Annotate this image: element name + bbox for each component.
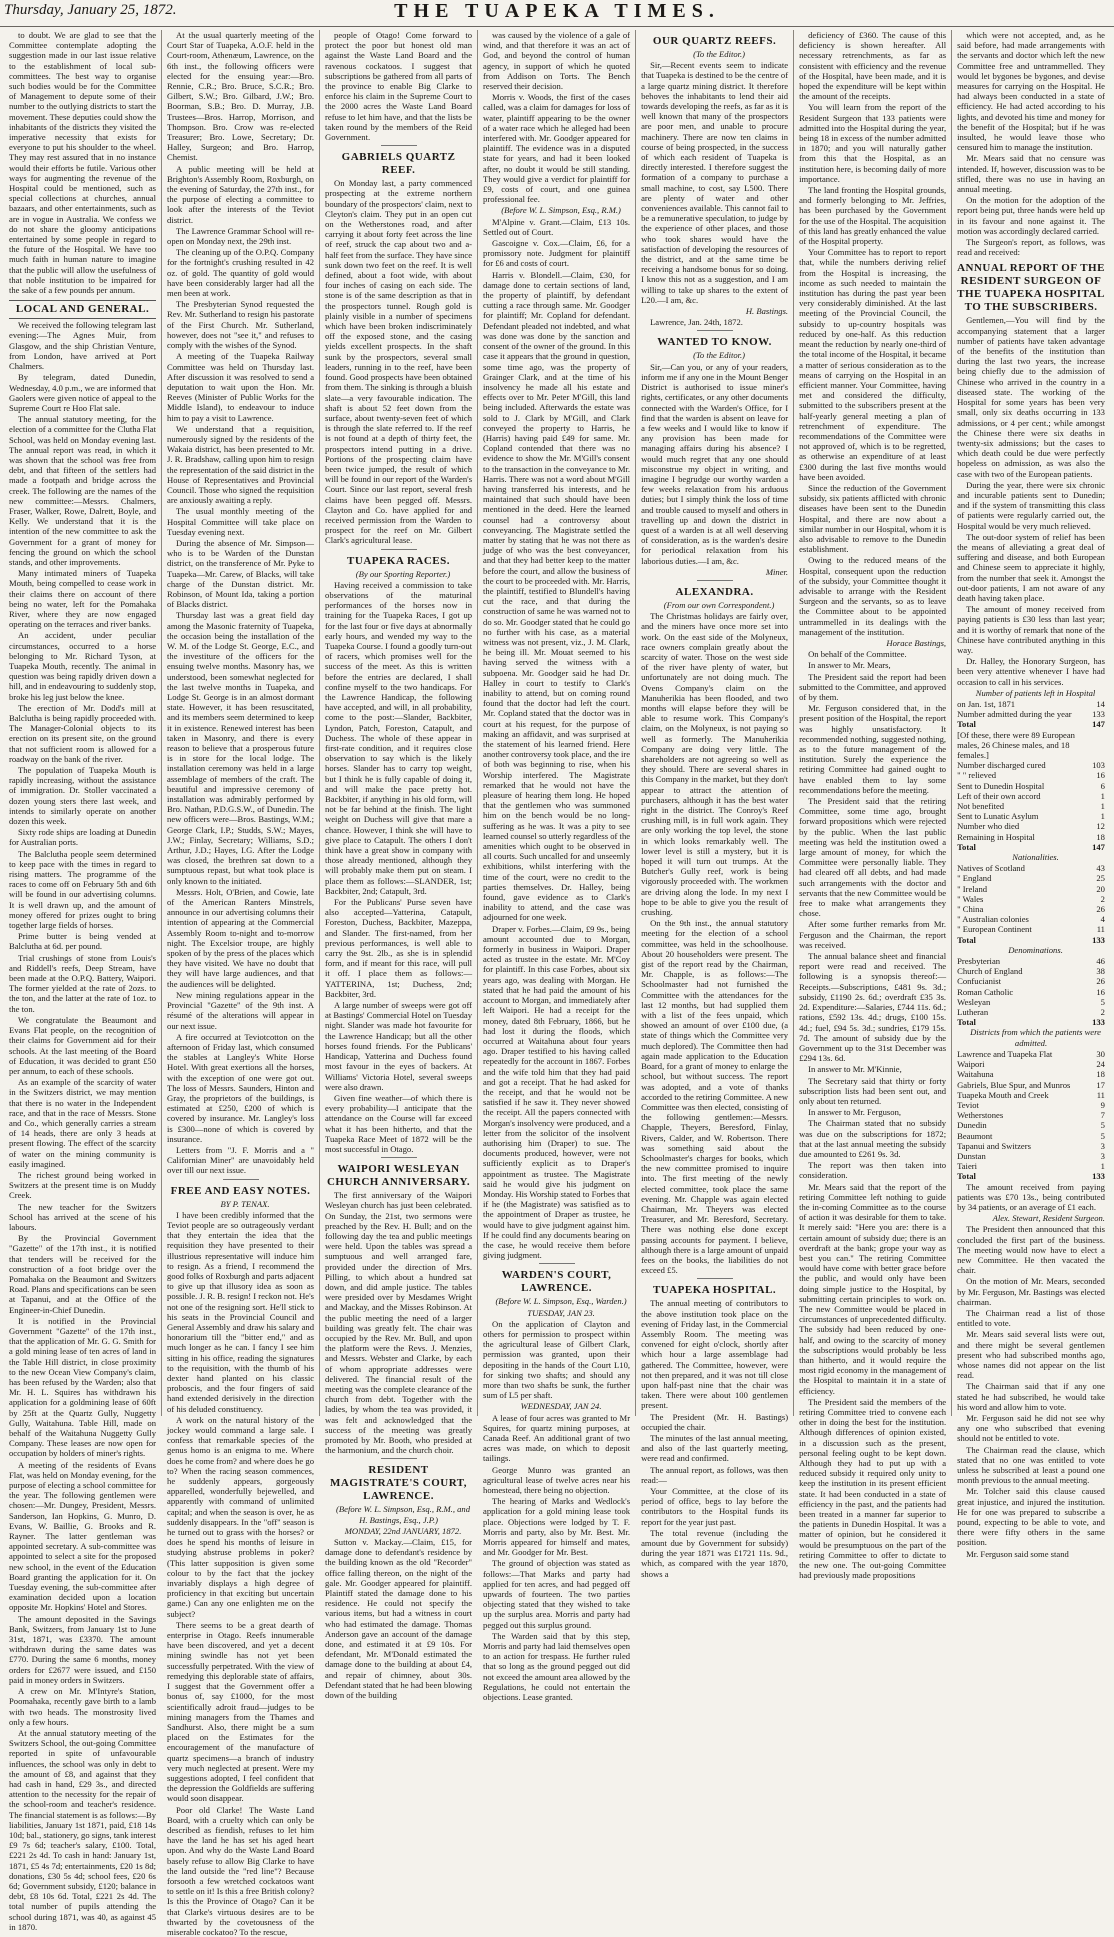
divider [697,580,733,581]
signature: H. Bastings. [745,306,789,317]
table-row [957,904,1105,914]
paragraph: I have been credibly informed that the Teviot people are so outrageously verdant that they entertain the idea that the requisition they have presented to their illustrious representative will induce him to resign. As a friend, I recommend the good folks of Roxburgh and parts adjacent to give up that illusory idea as soon as possible. J. R. B. resign! I reckon not. He's not one of the resigning sort. He'll stick to his seats in the Provincial Council and General Assembly and draw his salary and honorarium till the "bitter end," and as much longer as he can. I fancy I see him sitting in his office, reading the signatures to the requisition, with the thumb of his dexter hand planted on his classic proboscis, and the four fingers of said hand extended derisively in the direction of his deluded constituency. [167,1209,315,1414]
table-row [957,1131,1105,1141]
table-caption: Districts from which the patients were admitted. [970,1027,1101,1048]
row-label: Sent to Dunedin Hospital [957,780,1045,791]
paragraph: Thursday last was a great field day among the Masonic fraternity of Tuapeka, the occasion being the installation of the W. M. of the Lodge St. George, E.C., and the investiture of the officers for the ensuing twelve months. Masonry has, we understood, been somewhat neglected for the last twelve months in Tuapeka, and Lodge St. George is in an almost dormant state. However, it has been resuscitated, and its members seem determined to keep it in existence. Renewed interest has been taken in Masonry, and there is every reason to believe that a prosperous future is in store for the local lodge. The installation ceremony was held in a large assemblage of members of the craft. The beautiful and impressive ceremony of installation was admirably performed by Bro. Nathan, P.D.G.S.W., of Dunedin. The new officers were—Bros. Bastings, W.M.; George Clark, I.P.; Studds, S.W.; Mayes, J.W.; Finlay, Secretary; Williams, S.D.; Arthur, J.D.; Hayes, I.G. After the Lodge was closed, the brethren sat down to a sumptuous repast, but what took place is only known to the initiated. [167,610,315,886]
paragraph: Owing to the reduced means of the Hospital, consequent upon the reduction of the subsidy, your Committee thought it advisable to arrange with the Resident Surgeon and the servants, so as to leave the Committee about to be appointed untrammelled in its dealings with the management of the institution. [799,555,947,637]
article-heading: LOCAL AND GENERAL. [9,300,156,319]
row-value: 2 [1100,893,1105,904]
paragraph: which were not accepted, and, as he said before, had made arrangements with the servants and doctor which left the new Committee free and untrammelled. They would let bygones be bygones, and devise measures for carrying on the Hospital. He had always been conducted in a state of efficiency. He had acted according to his lights, and devoted his time and money for the benefit of the Hospital; but if he was insulted, he would leave those who censured him to manage the institution. [957,30,1105,153]
table-row [957,1069,1105,1079]
row-label: Tapanui and Switzers [957,1140,1031,1151]
paragraph: In answer to Mr. M'Kinnie, [808,1064,902,1075]
row-value: 133 [1092,934,1105,945]
table-row [957,760,1105,770]
paragraph: After some further remarks from Mr. Ferguson and the Chairman, the report was received. [799,919,947,950]
paragraph: The Chairman stated that no subsidy was due on the subscriptions for 1872; that at the last annual meeting the subsidy due amounted to £261 9s. 3d. [799,1118,947,1159]
paragraph: The Lawrence Grammar School will re-open on Monday next, the 29th inst. [167,225,315,247]
paragraph: A meeting of the residents of Evans Flat, was held on Monday evening, for the purpose of electing a school committee for the year. The following gentlemen were chosen:—Mr. Dungey, President, Messrs. Sanderson, Ian Hopkins, G. Munro, D. Evans, W. Baillie, G. Brooks and R. Rayner. The latter gentleman was appointed secretary. A sub-committee was appointed to select a site for the proposed new school, in the event of the Education Board granting the application for it. On Tuesday evening, the sub-committee after examination decided upon a location opposite Mr. Hopkins' Hotel and Stores. [9,1459,157,1613]
paragraph: The Chairman read the clause, which stated that no one was entitled to vote unless he subscribed at least a pound one month previous to the annual meeting. [957,1444,1105,1486]
row-value: 3 [1100,1150,1105,1161]
paragraph: The Presbyterian Synod requested the Rev. Mr. Sutherland to resign his pastorate of the First Church. Mr. Sutherland, however, does not "see it," and refuses to comply with the wishes of the Synod. [167,299,315,351]
row-value: 11 [1096,1089,1105,1100]
column-6 [794,30,952,1581]
article-subheading: WEDNESDAY, JAN 24. [520,1401,602,1412]
paragraph: We congratulate the Beaumont and Evans Flat people, on the recognition of their claims for Government aid for their schools. At the last meeting of the Board of Education, it was decided to grant £50 per annum, to each of these schools. [9,1014,157,1076]
paragraph: An accident, under peculiar circumstances, occurred to a horse belonging to Mr. Richard Tyson, at Tuapeka Mouth, recently. The animal in question was being rapidly driven down a hill, and in endeavouring to suddenly stop, broke his leg just below the knee. [9,630,157,702]
paragraph: Your Committee has to report to report that, while the numbers deriving relief from the Hospital is increasing, the income as such needed to maintain the institution has during the past year been very considerably diminished. At the last meeting of the Provincial Council, the subsidy to up-country hospitals was reduced by one-half. As this reduction meant the reduction by nearly one-third of the total income of the Hospital, it became a matter of serious consideration as to the means of carrying on the Hospital in an efficient manner. Your Committee, having met and considered the difficulty, submitted to the subscribers present at the half-yearly general meeting a plan of retrenchment of expenditure. The recommendations of the Committee were not approved of, which is to be regretted, as otherwise an expenditure of at least £300 during the last five months would have been avoided. [799,247,947,482]
paragraph: You will learn from the report of the Resident Surgeon that 133 patients were admitted into the Hospital during the year, being 18 in excess of the number admitted in 1870; and you will naturally gather from this that the Hospital, as an institution here, is becoming daily of more importance. [799,102,947,184]
paragraph: The hearing of Marks and Wedlock's application for a gold mining lease took place. Objections were lodged by T. F. Morris and party, also by Mr. Best. Mr. Morris appeared for himself and mates, and Mr. Goodger for Mr. Best. [483,1496,631,1558]
article-heading: FREE AND EASY NOTES. [170,1184,311,1197]
table-row [957,863,1105,873]
divider [381,145,417,146]
newspaper-title: THE TUAPEKA TIMES. [394,0,720,22]
column-3 [320,30,478,1701]
row-label: Beaumont [957,1130,993,1141]
row-label: Presbyterian [957,956,1001,967]
row-label: Lawrence and Tuapeka Flat [957,1048,1053,1059]
row-value: 43 [1096,863,1105,874]
paragraph: Given fine weather—of which there is every probability—I anticipate that the attendance on the Course will far exceed what it has been hitherto, and that the Tuapeka Race Meet of 1872 will be the most successful in Otago. [325,1092,473,1154]
row-label: Remaining in Hospital [957,831,1035,842]
paragraph: By telegram, dated Dunedin, Wednesday, 4.0 p.m., we are informed that Gaolers were given notice of appeal to the Supreme Court re Hoo Flat sale. [9,372,157,413]
paragraph: Draper v. Forbes.—Claim, £9 9s., being amount accounted due to Morgan, formerly in business in Waipori. Draper acted as trustee in the estate. Mr. M'Coy for plaintiff. In this case Forbes, about six years ago, was dealing with Morgan. He stated that he had paid the amount of his account to Morgan, and immediately after left Waipori. He had a receipt for the money, dated 8th February, 1866, but he had lost it during the floods, which occurred at Waitahuna about four years ago. Draper testified to his having called repeatedly for the account in 1867. Forbes and the wife told him that they had paid and got a receipt. That he had asked for the receipt, and that he would not be satisfied if he saw it. They never showed the receipt. All the papers connected with Morgan's insolvency were produced, and a letter from the solicitor of the insolvent authorising him (Draper) to sue. The documents produced, however, were not sufficiently explicit as to Draper's appointment as trustee. The Magistrate said he would give his judgment on Monday. His Worship stated to Forbes that if he (the Magistrate) was satisfied as to the appointment of Draper as trustee, he would have to give judgment against him. If he could find any documents bearing on the case, he would receive them before giving judgment. [483,923,631,1261]
paragraph: The Christmas holidays are fairly over, and the miners have once more set into work. On the east side of the Molyneux, race owners complain greatly about the scarcity of water. Those on the west side of the river have plenty of water, but unfortunately are not doing much. The Ovens Company's claim on the Manuherikia has been flooded, and two months will elapse before they will be able to resume work. This Company's claim, on the Molyneux, is not paying so well as formerly. The Manuherikia Company are doing very little. The shareholders are not agreeing so well as they should. There are several shares in this Company in the market, but they don't appear to attract the attention of purchasers, although it has the best water right in the district. The Conroy's Reef crushing mill, is in full work again. They are only working the top level, the stone in which looks remarkably well. The lower level is still a mystery, but it is hoped it will turn out trumps. At the Butcher's Gully reef, work is being vigorously proceeded with. The workmen are driving along the lode. In my next I hope to be able to give you the result of crushing. [641,611,789,918]
row-value: 46 [1096,956,1105,967]
paragraph: It is notified in the Provincial Government "Gazette" of the 17th inst., that the application of Mr. G. G. Smith for a gold mining lease of ten acres of land in the Table Hill district, in close proximity to the new Ocean View Company's claim, has been refused by the Warden; also that Mr. H. L. Squires has withdrawn his application for a goldmining lease of 60ft by 25ft at the Quartz Gully, Nuggetty Gully, Waitahuna. Table Hill, made on behalf of the Waitahuna Nuggetty Gully Company. These leases are now open for occupation by holders of miner's rights. [9,1315,157,1459]
row-value: 133 [1092,709,1105,720]
paragraph: During the year, there were six chronic and incurable patients sent to Dunedin; and if the system of transmitting this class of patients were regularly carried out, the Hospital would be very much relieved. [957,479,1105,531]
row-label: " European Continent [957,924,1032,935]
statistics-table [957,1049,1105,1182]
row-label: " Australian colonies [957,914,1029,925]
paragraph: Since the reduction of the Government subsidy, six patients afflicted with chronic diseases have been sent to the Dunedin Hospital, and there are now about a similar number in our Hospital, whom it is also advisable to remove to the Dunedin establishment. [799,482,947,555]
masthead [0,0,1114,27]
row-value: 5 [1100,996,1105,1007]
table-caption: Nationalities. [1012,852,1059,863]
row-label: Left of their own accord [957,790,1041,801]
row-label: Not benefited [957,801,1005,812]
table-row [957,1141,1105,1151]
statistics-table [957,699,1105,852]
paragraph: The land fronting the Hospital grounds, and formerly belonging to Mr. Jeffries, has been purchased by the Government for the use of the Hospital. The acquisition of this land has greatly enhanced the value of the Hospital property. [799,185,947,247]
paragraph: We understand that a requisition, numerously signed by the residents of the Wakaia district, has been presented to Mr. J. R. Bradshaw, calling upon him to resign the representation of the said district in the House of Representatives and Provincial Council. Those who signed the requisition are anxiously awaiting a reply. [167,423,315,506]
row-label: Lutheran [957,1007,989,1018]
paragraph: Prime butter is being vended at Balclutha at 6d. per pound. [9,931,157,952]
paragraph: Messrs. Holt, O'Brien, and Cowie, late of the American Ranters Minstrels, announce in our advertising columns their intention of appearing at the Commercial Assembly Room to-night and to-morrow night. The Excelsior troupe, are highly spoken of by the press of the places which they have visited. We have no doubt that they will have large audiences, and that the audiences will be delighted. [167,886,315,989]
paragraph: At the usual quarterly meeting of the Court Star of Tuapeka, A.O.F. held in the Court-room, Athenæum, Lawrence, on the 6th inst., the following officers were elected for the ensuing year:—Bro. Rennie, C.R.; Bro. Bruce, S.C.R.; Bro. Gilbert, S.W.; Bro. Gilbard, J.W.; Bro. Boorman, S.B.; Bro. D. Murray, J.B. Trustees—Bros. Harrop, Morrison, and Thompson. Bro. Crow was re-elected Treasurer; Bro. Lowe, Secretary; Dr. Halley, Surgeon; and Bro. Harrop, Chemist. [167,30,315,163]
article-heading: WANTED TO KNOW. [657,336,772,349]
paragraph: As an example of the scarcity of water in the Switzers district, we may mention that there is no water in the Independent race, and that in the race of Messrs. Stone and Co., which generally carries a stream of 14 heads, there are only 3 heads at present flowing. The effect of the scarcity of water on the mining community is easily imagined. [9,1077,157,1169]
row-value: 26 [1096,904,1105,915]
paragraph: A work on the natural history of the jockey would command a large sale. I confess that remarkable species of the genus homo is an enigma to me. Where does he come from? and where does he go to? When the racing season commences, he suddenly appears, gorgeously apparelled, wonderfully bejewelled, and apparently with command of unlimited capital; and when the season is over, he as suddenly disappears. In the "off" season is he turned out to grass with the horses? or does he spend his months of leisure in studying abstruse problems in poker? (This latter supposition is given some colour to by the fact that the jockey invariably displays a high degree of proficiency in that exciting but uncertain game.) Can any one enlighten me on the subject? [167,1414,315,1619]
article-subheading: (Before W. L. Simpson, Esq., R.M.) [501,205,621,216]
paragraph: On behalf of the Committee. [808,649,907,660]
table-row [957,821,1105,831]
paragraph: Harris v. Blondell.—Claim, £30, for damage done to certain sections of land, the property of plaintiff, by defendant cutting a race through same. Mr. Goodger for plaintiff; Mr. Copland for defendant. Defendant pleaded not indebted, and what was done was done by the sanction and consent of the owner of the ground. In this case it appears that the ground in question, some time ago, was the property of Grainger Clark, and at the time of his insolvency he made all his estate and effects over to Mr. Peter M'Gill, this land being included. Afterwards the estate was sold to J. Clark by M'Gill, and Clark conveyed the property to Harris, he (Harris) having paid £49 for same. Mr. Copland contended that there was no evidence to show the Mr. M'Gill's consent to the transaction in the conveyance to Mr. Harris. There was not a word about M'Gill having transferred his interests, and he maintained that such should have been mentioned in the deed. Here the learned counsel had a controversy about conveyancing. The Magistrate settled the matter by stating that he was not there as judge of who was the best conveyancer, and that they had better keep to the matter before the court, and allow the business of the court to be proceeded with. Mr. Harris, the plaintiff, testified to Blundell's having cut the race, and that during the construction of same he was warned not to do so. Mr. Goodger stated that he could go no further with his case, as a material witness was not present, viz., J. M. Clark, he being ill. Mr. Mouat seemed to his having served the witness with a subpoena. Mr. Goodger said he had Dr. Halley in court to testify to Clark's inability to attend, but on coming round found that the doctor had left the court. Mr. Copland stated that the doctor was in court at his request, for the purpose of making an affidavit, and was surprised at the statement of his learned friend. Here another controversy took place, and the ire of both was beginning to rise, when his Worship interfered. The Magistrate remarked that he would not have the pleasure of hearing them long. He hoped that the gentlemen who was summoned him on the bench would be no long-suffering as he was. It was a pity to see learned counsel so utterly regardless of the amenities which ought to be observed in all courts. Such uncalled for and unseemly exhibitions, whilst interfering with the time of the court, were no credit to the parties themselves. Dr. Halley, being found, gave evidence as to Clark's inability to attend, and the case was adjourned for one week. [483,269,631,923]
paragraph: In answer to Mr. Ferguson, [808,1107,902,1118]
row-value: 1 [1100,790,1105,801]
row-label: Total [957,719,976,730]
row-label: Confucianist [957,976,1002,987]
article-subheading: (Before W. L. Simpson, Esq., Warden.) [495,1296,627,1307]
paragraph: Your Committee, at the close of its period of office, begs to lay before the contributors to the Hospital funds its report for the year just past. [641,1486,789,1527]
row-label: Waitahuna [957,1069,994,1080]
paragraph: On the 9th inst., the annual statutory meeting for the election of a school committee, was held in the schoolhouse. About 20 householders were present. The gist of the report read by the Chairman, Mr. Chapple, is as follows:—The Schoolmaster had not furnished the Committee with the attendances for the last 12 months, but had supplied them with a list of the fees unpaid, which showed an amount of over £100 due, (a state of things which the Committee very much deplored). The Committee then had again made application to the Education Board, for a grant of money to enlarge the school, but without success. The report was adopted, and a vote of thanks accorded to the retiring Committee. A new Committee was then elected, consisting of the following gentlemen:—Messrs. Chapple, Theyers, Beresford, Finlay, Rivers, Calder, and W. Robertson. There was something said about the Schoolmaster's charges for books, which the new committee promised to inquire into. The first meeting of the newly elected committee, took place the same evening. Mr. Chapple was again elected Chairman, Mr. Theyers was elected Treasurer, and Mr. Beresford, Secretary. There was nothing else done except passing accounts for payment. I believe, although there is a large amount of unpaid fees on the books, the liabilities do not exceed £5. [641,918,789,1276]
paragraph: deficiency of £360. The cause of this deficiency is shown hereafter. All necessary retrenchments, as far as consistent with efficiency and the revenue of the Hospital, have been made, and it is hoped the expenditure will be kept within the amount of the receipts. [799,30,947,102]
paragraph: During the absence of Mr. Simpson—who is to be Warden of the Dunstan district, on the transference of Mr. Pyke to Tuapeka—Mr. Carew, of Blacks, will take charge of the Dunstan district. Mr. Robinson, of Mount Ida, taking a portion of Blacks district. [167,537,315,610]
row-value: 12 [1096,821,1105,832]
divider [381,549,417,550]
row-value: 16 [1096,770,1105,781]
paragraph: Sixty rode ships are loading at Dunedin for Australian ports. [9,827,157,848]
paragraph: The Secretary said that thirty or forty subscription lists had been sent out, and only about ten returned. [799,1075,947,1106]
table-row [957,1151,1105,1161]
paragraph: Letters from "J. F. Morris and a " Californian Miner" are unavoidably held over till our next issue. [167,1144,315,1176]
row-label: " China [957,904,984,915]
paragraph: Dr. Halley, the Honorary Surgeon, has been very attentive whenever I have had occasion to call in his services. [957,656,1105,687]
paragraph: The amount of money received from paying patients is £30 less than last year; and it is worthy of remark that none of the Chinese have contributed anything in this way. [957,604,1105,655]
row-value: 103 [1092,760,1105,771]
row-label: Total [957,1017,976,1028]
paragraph: There seems to be a great dearth of enterprise in Otago. Reefs innumerable have been discovered, and yet a decent mining swindle has not yet been successfully perpetrated. With the view of remedying this deplorable state of affairs, I suggest that the Government offer a bonus of, say £1000, for the most scientifically adroit fraud—judges to be mining managers from the Thames and Sandhurst. Also, there might be a sum placed on the Estimates for the encouragement of the manufacture of quartz specimens—a branch of industry very much neglected at present. Were my suggestions adopted, I feel confident that the depression the Goldfields are suffering would soon disappear. [167,1619,315,1804]
row-label: Total [957,934,976,945]
paragraph: people of Otago! Come forward to protect the poor but honest old man against the Waste Land Board and the ravenous cockatoos. I suggest that subscriptions be gathered from all parts of the province to enable Big Clarke to enforce his claim in the Supreme Court to the 2000 acres the Waste Land Board refuse to let him have, and that the lists be taken round by the members of the Reid Government. [325,30,473,143]
table-row [957,956,1105,966]
row-label: Tuapeka Mouth and Creek [957,1089,1049,1100]
table-row [957,832,1105,842]
table-row [957,997,1105,1007]
article-subheading: (By our Sporting Reporter.) [355,568,451,579]
paragraph: The annual statutory meeting, for the election of a committee for the Clutha Flat School, was held on Monday evening last. The annual report was read, in which it was shown that the school was free from debt, and that fifteen of the settlers had made a footpath and bridge across the creek. The following are the names of the new committee:—Messrs. Chalmers, Fraser, Walker, Rowe, Dalrett, Boyle, and Kelly. We understand that it is the intention of the new committee to ask the Government for a grant of money for fencing the ground on which the school stands, and other improvements. [9,414,157,567]
row-value: 5 [1100,1120,1105,1131]
table-row [957,1120,1105,1130]
paragraph: A lease of four acres was granted to Mr Squires, for quartz mining purposes, at Canada Reef. An additional grant of two acres was made, on which to deposit tailings. [483,1412,631,1464]
table-row [957,1090,1105,1100]
paragraph: On the motion of Mr. Mears, seconded by Mr. Ferguson, Mr. Bastings was elected chairman. [957,1276,1105,1307]
table-row [957,699,1105,709]
row-label: Number who died [957,821,1020,832]
paragraph: The President (Mr. H. Bastings) occupied the chair. [641,1411,789,1432]
paragraph: The total revenue (including the amount due by Government for subsidy) during the year 1871 was £1721 11s. 9d., which, as compared with the year 1870, shows a [641,1527,789,1579]
row-label: " Ireland [957,883,988,894]
paragraph: The President said the report had been submitted to the Committee, and approved of by them. [799,671,947,702]
article-heading: ALEXANDRA. [675,585,754,598]
divider [223,1179,259,1180]
row-label: [Of these, there were 89 European males, 26 Chinese males, and 18 females.] [957,729,1075,760]
table-row [957,924,1105,934]
row-label: Taieri [957,1161,978,1172]
paragraph: A meeting of the Tuapeka Railway Committee was held on Thursday last. After discussion it was resolved to send a deputation to wait upon the Hon. Mr. Reeves (Minister of Public Works for the Middle Island), to endeavour to induce him to pay a visit to Lawrence. [167,351,315,423]
paragraph: The annual report, as follows, was then read:— [641,1464,789,1485]
paragraph: The ground of objection was stated as follows:—That Marks and party had applied for ten acres, and had pegged off upwards of fourteen. The two parties objecting stated that they wished to take up the surplus area. Morris and party had pegged out this surplus ground. [483,1558,631,1630]
article-heading: OUR QUARTZ REEFS. [652,35,777,47]
paragraph: The President said that the retiring Committee, some time ago, brought forward propositions which were rejected by the public. When the last public meeting was held the institution owed a large amount of money, for which the Committee were personally liable. They had cleared off all debts, and had made such arrangements with the doctor and servants that the new Committee would be free to make what arrangements they chose. [799,796,947,919]
row-label: on Jan. 1st, 1871 [957,698,1016,709]
row-value: 26 [1096,976,1105,987]
divider [381,1458,417,1459]
paragraph: Mr. Mears said that the report of the retiring Committee left nothing to guide the in-coming Committee as to the course of action it was desirable for them to take. It merely said: "Here you are: there is a certain amount of subsidy due; there is an overdraft at the bank; grope your way as best you can." The retiring Committee would have come with better grace before the public, and would only have been doing simple justice to the Hospital, by submitting certain principles to work on. The new Committee would be placed in circumstances of unprecedented difficulty. The subsidy had been reduced by one-half, and owing to the scarcity of money the subscriptions would probably be less than hitherto, and it would require the most rigid economy in the management of the Hospital to maintain it in a state of efficiency. [799,1181,947,1396]
divider [697,1278,733,1279]
paragraph: Sutton v. Mackay.—Claim, £15, for damage done to defendant's residence by the building known as the old "Recorder" office falling thereon, on the night of the gale. Mr. Goodger appeared for plaintiff. Plaintiff stated the damage done to his residence. He could not specify the various items, but had a witness in court who had estimated the damage. Thomas Anderson gave an account of the damage done, and estimated it at £9 10s. For defendant, Mr. M'Donald estimated the damage done to the building at about £4, and repair of chimney, about 30s. Defendant stated that he had been blowing down of the building [325,1537,473,1701]
paragraph: The Surgeon's report, as follows, was read and received: [957,237,1105,258]
row-label: Wetherstones [957,1110,1004,1121]
row-label: " Wales [957,893,984,904]
paragraph: On the motion for the adoption of the report being put, three hands were held up in its favour and none against it. The motion was accordingly declared carried. [957,195,1105,236]
paragraph: The new teacher for the Switzers School has arrived at the scene of his labours. [9,1201,157,1232]
row-value: 24 [1096,1059,1105,1070]
paragraph: Trial crushings of stone from Louis's and Riddell's reefs, Deep Stream, have been made at the O.P.Q. Battery, Waipori. The former yielded at the rate of 2ozs. to the ton, and the latter at the rate of 1oz. to the ton. [9,952,157,1014]
table-row [957,884,1105,894]
statistics-table [957,956,1105,1027]
row-value: 5 [1100,1130,1105,1141]
paragraph: Gascoigne v. Cox.—Claim, £6, for a promissory note. Judgment for plaintiff for £6 and costs of court. [483,238,631,269]
paragraph: At the annual statutory meeting of the Switzers School, the out-going Committee reported in spite of unfavourable influences, the school was only in debt to the amount of £8, and against that they had cash in hand, £29 3s., and directed attention to the necessity for the repair of the school-room and teacher's residence. The financial statement is as follows:—By liabilities, January 1st 1871, paid, £18 14s 10d; bal., stationery, go signs, tank interest £9 7s 6d; teacher's salary, £100. Total, £221 2s 4d. To cash in hand: January 1st, 1871, £5 4s 7d; entertainments, £20 1s 8d; donations, £30 5s 4d; school fees, £20 6s 6d; Government subsidy, £120; balance in debt, £8 10s 6d. Total, £221 2s 4d. The total number of pupils attending the school during 1871, was 40, as against 45 in 1870. [9,1727,157,1932]
row-value: 18 [1096,831,1105,842]
row-value: 133 [1092,1017,1105,1028]
table-row [957,1059,1105,1069]
divider [381,1157,417,1158]
table-row [957,781,1105,791]
article-heading: TUAPEKA RACES. [347,554,451,567]
table-row [957,1110,1105,1120]
signature: Alex. Stewart, Resident Surgeon. [992,1213,1105,1224]
paragraph: The President then announced that this concluded the first part of the business. The meeting would now have to elect a new Committee. He then vacated the chair. [957,1224,1105,1276]
paragraph: The erection of Mr. Dodd's mill at Balclutha is being rapidly proceeded with. The Manager-Colonial objects to its erection on its present site, on the ground that not sufficient room is allowed for a roadway on the bank of the river. [9,702,157,764]
paragraph: New mining regulations appear in the Provincial "Gazette" of the 9th inst. A résumé of the alterations will appear in our next issue. [167,989,315,1031]
paragraph: Mr. Ferguson said some stand [966,1548,1069,1559]
table-row [957,1171,1105,1181]
paragraph: Morris v. Woods, the first of the cases called, was a claim for damages for loss of water, plaintiff appearing to be the owner of a water race which he alleged had been interfered with. Mr. Goodger appeared for plaintiff. The evidence was in a disputed state for years, and had it been looked after, no doubt it would be still standing. They would give a verdict for plaintiff for £9, costs of court, and one guinea professional fee. [483,92,631,205]
paragraph: The Chairman read a list of those entitled to vote. [957,1307,1105,1329]
table-caption: Number of patients left in Hospital [975,687,1096,698]
paragraph: The President said the members of the retiring Committee tried to convene each other in doing the best for the institution. Although differences of opinion existed, in a discussion such as the present, personal feeling ought to be kept down. Although they had to put up with a reduced subsidy it required only unity to keep the institution in its present efficient state. It had been conducted in a state of efficiency in the past, and the patients had been treated in a manner far superior to the patients in Dunedin Hospital. It was a matter of opinion, but he considered it would be presumptuous on the part of the retiring Committee to offer to dictate to the new one. The out-going Committee had previously made propositions [799,1396,947,1581]
paragraph: A fire occurred at Teviotcotton on the afternoon of Friday last, which consumed the stables at Langley's White Horse Hotel. With great exertions all the horses, with the exception of one were got out. The loss of Messrs. Saunders, Hinton and Gray, the proprietors of the buildings, is estimated at £250, £200 of which is covered by insurance. Mr. Langley's loss is £300—none of which is covered by insurance. [167,1031,315,1144]
paragraph: The report was then taken into consideration. [799,1160,947,1181]
row-value: 11 [1096,924,1105,935]
table-caption: Denominations. [1008,944,1063,955]
row-value: 147 [1092,841,1105,852]
row-value: 14 [1096,698,1105,709]
table-row [957,791,1105,801]
paragraph: Mr. Mears said that no censure was intended. If, however, discussion was to be stifled, there was no use in having an annual meeting. [957,153,1105,195]
paragraph: The usual monthly meeting of the Hospital Committee will take place on Tuesday evening next. [167,506,315,537]
row-value: 4 [1100,914,1105,925]
article-subheading: MONDAY, 22nd JANUARY, 1872. [344,1525,462,1536]
paragraph: By the Provincial Government "Gazette" of the 17th inst., it is notified that tenders will be received for the construction of a foot bridge over the Pomahaka on the Beaumont and Switzers Road. Plans and specifications can be seen at Tapanui, and at the Office of the Engineer-in-Chief Dunedin. [9,1233,157,1315]
row-label: Gabriels, Blue Spur, and Munros [957,1079,1071,1090]
row-label: Church of England [957,966,1023,977]
table-row [957,987,1105,997]
row-value: 16 [1096,986,1105,997]
row-value: 18 [1096,1069,1105,1080]
table-row [957,842,1105,852]
row-label: Total [957,1171,976,1182]
article-subheading: (Before W. L. Simpson, Esq., R.M., and H. Bastings, Esq., J.P.) [336,1504,471,1525]
row-label: Wesleyan [957,996,991,1007]
row-value [1081,730,1105,761]
paragraph: A large number of sweeps were got off at Bastings' Commercial Hotel on Tuesday night. Slander was made hot favourite for the Lawrence Handicap; but all the other horses found friends. For the Publicans' Handicap, Yatterina and Duchess found most favour in the eyes of backers. At Williams' Victoria Hotel, several sweeps were also drawn. [325,1000,473,1092]
paragraph: In answer to Mr. Mears, [808,660,891,671]
paragraph: Sir,—Can you, or any of your readers, inform me if any one in the Mount Benger District is authorised to issue miner's rights, certificates, or any other documents connected with the Warden's Office, for I find that the warden is absent on leave for a few weeks and I would like to know if any provision has been made for managing affairs during his absence? I would much regret that any one should misconstrue my object in writing, and imagine I begrudge our worthy warden a few weeks relaxation from his arduous duties; but I simply think the loss of time and trouble caused to myself and others in travelling up and down the district in quest of a warden is at all well deserving of consideration, as is the warden's desire for periodical relaxation from his laborious duties.—I am, &c. [641,361,789,566]
paragraph: Mr. Mears said several lists were out, and there might be several gentlemen present who had subscribed months ago, whose names did not appear on the list read. [957,1329,1105,1381]
row-label: Roman Catholic [957,986,1014,997]
row-value: 25 [1096,873,1105,884]
row-value: 6 [1100,780,1105,791]
table-row [957,811,1105,821]
article-subheading: (To the Editor.) [693,350,746,361]
table-row [957,770,1105,780]
column-2 [162,30,320,1937]
paragraph: to doubt. We are glad to see that the Committee contemplate adopting the suggestion made in our last issue relative to the establishment of local sub-committees. The best way to organise such bodies would be for the Committee of Management to depute some of their number to the outlying districts to start the movement. These deputies could show the inhabitants of the districts they visited the imperative necessity that exists for everyone to put his shoulder to the wheel. They may rest assured that in no instance would their efforts be futile. Various other ways for augmenting the revenue of the Hospital could be mentioned, such as special collections at churches, annual bazaars, and other entertainments, such as are in vogue in Australia. We confess we do not share the gloomy anticipations entertained by some people in regard to the future of the Hospital. We have too much faith in human nature to imagine that the public will allow the usefulness of that noble institution to be impaired for the sake of a few pounds per annum. [9,30,157,296]
column-7 [952,30,1110,1559]
paragraph: Mr. Tolcher said this clause caused great injustice, and injured the institution. He for one was prepared to subscribe a pound, expecting to be able to vote, and there were fifty others in the same position. [957,1486,1105,1548]
table-row [957,1049,1105,1059]
column-5 [636,30,794,1579]
paragraph: The Balclutha people seem determined to keep pace with the times in regard to rising matters. The programme of the races to come off on February 5th and 6th will be found in our advertising columns. It is well drawn up, and the amount of money offered for prizes ought to bring together large fields of horses. [9,848,157,931]
paragraph: A crew on Mr. M'Intyre's Station, Poomahaka, recently gave birth to a lamb with two heads. The monstrosity lived only a few hours. [9,1686,157,1727]
paragraph: For the Publicans' Purse seven have also accepted—Yatterina, Catapult, Foreston, Duchess, Backbiter, Mazeppa, and Slander. The first-named, from her previous performances, is well able to carry the 9st. 2lb., as she is in splendid form, and if meant for this race, will pull it off. I place them as follows:—YATTERINA, 1st; Duchess, 2nd; Backbiter, 3rd. [325,897,473,999]
statistics-table [957,863,1105,945]
row-label: Dunstan [957,1150,986,1161]
row-value: 7 [1100,1110,1105,1121]
paragraph: A public meeting will be held at Brighton's Assembly Room, Roxburgh, on the evening of Saturday, the 27th inst., for the purpose of electing a committee to look after the interests of the Teviot district. [167,163,315,225]
paragraph: Gentlemen,—You will find by the accompanying statement that a larger number of patients have taken advantage of the benefits of the institution than during the last two years, the increase being chiefly due to the admission of Chinese who arrived in the country in a diseased state. The working of the Hospital for some years has been very small, only six deaths occurring in 133 admissions, or 4 per cent.; while amongst the Chinese there were six deaths in twenty-six admissions; but the cases to which death could be due were perfectly hopeless on admission, as was also the case with two of the European patients. [957,315,1105,479]
row-label: Waipori [957,1059,985,1070]
article-subheading: BY P. TENAX. [220,1198,270,1209]
table-row [957,1100,1105,1110]
paragraph: The first anniversary of the Waipori Wesleyan church has just been celebrated. On Sunday, the 21st, two sermons were preached by the Rev. H. Bull; and on the following day the tea and public meetings were held. Upon the tables was spread a sumptuous and well arranged fare, provided under the direction of Mrs. Pilling, to which about a hundred sat down, and did ample justice. The tables were presided over by Mesdames Wright and Mackay, and the Misses Robinson. At the public meeting the need of a larger building was greatly felt. The chair was occupied by the Rev. Mr. Bull, and upon the platform were the Revs. J. Menzies, and Messrs. Webster and Clarke, by each of whom appropriate addresses were delivered. The financial result of the meeting was the complete clearance of the church from debt. Together with the ladies, by whom the tea was provided, it was felt and acknowledged that the success of the meeting was greatly promoted by Mr. Booth, who presided at the harmonium, and the church choir. [325,1190,473,1456]
table-row [957,873,1105,883]
row-label: Number admitted during the year [957,709,1072,720]
paragraph: We received the following telegram last evening:—The Agnes Muir, from Glasgow, and the ship Christian Venture, from London, have arrived at Port Chalmers. [9,320,157,372]
article-subheading: (From our own Correspondent.) [663,599,775,610]
article-heading: RESIDENT MAGISTRATE'S COURT, LAWRENCE. [330,1464,468,1503]
paragraph: The annual meeting of contributors to the above institution took place on the evening of Friday last, in the Commercial Assembly Room. The meeting was convened for eight o'clock, shortly after which hour a large assemblage had gathered. The Committee, however, were not then prepared, and it was not till close upon half-past nine that the chair was taken. There were about 100 gentlemen present. [641,1298,789,1411]
row-value: 147 [1092,719,1105,730]
row-label: Teviot [957,1099,979,1110]
row-label: " England [957,873,992,884]
table-row [957,914,1105,924]
paragraph: The minutes of the last annual meeting, and also of the last quarterly meeting, were read and confirmed. [641,1433,789,1464]
table-row [957,730,1105,761]
paragraph: was caused by the violence of a gale of wind, and that therefore it was an act of God, and beyond the control of human agency, in support of which he quoted from Addison on Torts. The Bench reserved their decision. [483,30,631,92]
row-value: 17 [1096,1079,1105,1090]
paragraph: The amount received from paying patients was £70 13s., being contributed by 34 patients, or an average of £1 each. [957,1181,1105,1212]
paragraph: M'Alpine v. Grant.—Claim, £13 10s. Settled out of Court. [483,216,631,237]
paragraph: The population of Tuapeka Mouth is rapidly increasing, without the assistance of immigration. Dr. Stoller vaccinated a dozen young sters there last week, and intends to similarly operate on another dozen this week. [9,765,157,827]
paragraph: Lawrence, Jan. 24th, 1872. [650,317,743,328]
paragraph: Many intimated miners of Tuapeka Mouth, being compelled to cease work in their claims there on account of there being no water, left for the Pomahaka River, where they are now engaged operating on the terraces and river banks. [9,568,157,630]
row-value: 38 [1096,966,1105,977]
table-row [957,976,1105,986]
divider [697,330,733,331]
paragraph: The Warden said that by this step, Morris and party had laid themselves open to an action for trespass. He further ruled that so long as the ground pegged out did not exceed the amount area allowed by the Regulations, he could not entertain the objections. Lease granted. [483,1630,631,1703]
table-row [957,1017,1105,1027]
paragraph: Mr. Ferguson considered that, in the present position of the Hospital, the report was highly unsatisfactory. It recommended nothing, suggested nothing, as to the future management of the institution. Surely the experience the retiring Committee had gained ought to have enabled them to lay some recommendations before the meeting. [799,703,947,795]
table-row [957,966,1105,976]
row-value: 1 [1100,811,1105,822]
row-value: 9 [1100,1099,1105,1110]
article-subheading: (To the Editor.) [693,49,746,59]
article-heading: ANNUAL REPORT OF THE RESIDENT SURGEON OF THE TUAPEKA HOSPITAL TO THE SUBSCRIBERS. [957,262,1105,314]
row-value: 2 [1100,1007,1105,1018]
row-label: Number discharged cured [957,760,1046,771]
paragraph: On the application of Clayton and others for permission to prospect within the agricultural lease of Gilbert Clark, permission was granted, upon their depositing in the hands of the Court L10, for sinking two shafts; and should any more than two shafts be sunk, the further sum of L5 per shaft. [483,1318,631,1401]
paragraph: The annual balance sheet and financial report were read and received. The following is a synopsis thereof:—Receipts.—Subscriptions, £481 9s. 3d.; subsidy, £1190 2s. 6d.; overdraft £35 3s. 2d. Expenditure:—Salaries, £744 11s. 6d.; rations, £592 13s. 4d.; drugs, £100 15s. 4d.; fuel, £94 5s. 3d.; sundries, £179 15s. 7d. The amount of subsidy due by the Government up to the 31st December was £294 13s. 6d. [799,951,947,1064]
paragraph: The richest ground being worked in Switzers at the present time is on Muddy Creek. [9,1169,157,1201]
column-4 [478,30,636,1703]
table-row [957,1007,1105,1017]
paragraph: The cleaning up of the O.P.Q. Company for the fortnight's crushing resulted in 42 oz. of gold. The quantity of gold would have been considerably larger had all the men been at work. [167,247,315,299]
paragraph: Sir,—Recent events seem to indicate that Tuapeka is destined to be the centre of a large quartz mining district. It therefore behoves the inhabitants to lend their aid towards developing the reefs, as far as it is well known that many of the prospectors are poor men, and unable to procure machinery. There are now ten claims in course of being prospected, in the success of which each resident of Tuapeka is directly interested. I therefore suggest the formation of a company to purchase a small machine, to cost, say L500. There are plenty of water and other conveniences available. This cannot fail to be a remunerative speculation, to judge by the experience of other places, and those who took shares would have the satisfaction of developing the resources of the district, and at the same time be receiving a handsome bonus for so doing. I know this not as a suggestion, and I am willing to take up shares to the extent of L20.—I am, &c. [641,60,789,305]
article-heading: GABRIELS QUARTZ REEF. [341,151,456,177]
paragraph: Mr. Ferguson said he did not see why any one who subscribed that evening should not be entitled to vote. [957,1413,1105,1444]
paragraph: The out-door system of relief has been the means of alleviating a great deal of suffering and disease, and both European and Chinese seem to appreciate it highly, from the number that seek it. Amongst the out-door patients, I am not aware of any death having taken place. [957,531,1105,603]
row-value: 133 [1092,1171,1105,1182]
row-label: Natives of Scotland [957,863,1025,874]
column-1 [4,30,162,1932]
row-value: 1 [1100,801,1105,812]
article-heading: TUAPEKA HOSPITAL. [652,1284,777,1297]
row-label: Sent to Lunatic Asylum [957,811,1039,822]
table-row [957,1080,1105,1090]
table-row [957,801,1105,811]
article-heading: WARDEN'S COURT, LAWRENCE. [501,1269,612,1295]
row-value: 3 [1100,1140,1105,1151]
row-value: 20 [1096,883,1105,894]
paragraph: Poor old Clarke! The Waste Land Board, with a cruelty which can only be described as fiendish, refuses to let him have the land he has set his aged heart upon. And why do the Waste Land Board basely refuse to allow Big Clarke to have the land outside the "red line"? Because forsooth a few wretched cockatoos want to settle on it! Is this a free British colony? Is this the Province of Otago? Can it be that Clarke's virtuous desires are to be thwarted by the covetousness of the miserable cockatoo? To the rescue, [167,1804,315,1937]
paragraph: George Munro was granted an agricultural lease of twelve acres near his homestead, there being no objection. [483,1464,631,1496]
row-label: " " relieved [957,770,997,781]
table-row [957,719,1105,729]
issue-date: Thursday, January 25, 1872. [4,2,177,18]
divider [539,1263,575,1264]
row-label: Total [957,841,976,852]
table-row [957,894,1105,904]
paragraph: The Chairman said that if any one stated he had subscribed, he would take his word and allow him to vote. [957,1381,1105,1412]
table-row [957,709,1105,719]
article-heading: WAIPORI WESLEYAN CHURCH ANNIVERSARY. [326,1163,471,1189]
row-value: 1 [1100,1161,1105,1172]
article-subheading: TUESDAY, JAN 23. [527,1307,595,1318]
table-row [957,935,1105,945]
signature: Horace Bastings, [886,637,947,648]
signature: Miner. [765,566,789,577]
row-value: 30 [1096,1048,1105,1059]
paragraph: Having received a commission to take observations of the maturinal performances of the horses now in training for the Tuapeka Races, I got up for the last four or five days at abnormally early hours, and wended my way to the Tuapeka Course. I found a goodly turn-out of racers, which promises well for the success of the meet. As this is written before the entries are declared, I shall confine myself to the two handicaps. For the Lawrence Handicap, the following have accepted, and will, in all probability, come to the post:—Slander, Backbiter, Lyndon, Patch, Foreston, Catapult, and Duchess. The whole of these appear in first-rate condition, and it requires close observation to say which is the likely horses. Slander has to carry top weight, but I think he is fully capable of doing it, and will make the pace pretty hot. Backbiter, if anything in his old form, will not be far behind at the finish. The light weight on Duchess will give that mare a chance. However, I think she will have to give place to Catapult. The others I don't think have a great show in company with those already mentioned, although they will probably make them put on steam. I place them as follows:—SLANDER, 1st; Backbiter, 2nd; Catapult, 3rd. [325,579,473,896]
table-row [957,1161,1105,1171]
paragraph: On Monday last, a party commenced prospecting at the extreme northern boundary of the prospectors' claim, next to Cleyton's claim. They put in an open cut on the Wetherstones road, and after carrying it about forty feet across the line of reef, struck the cap about two and a-half feet from the surface. They have since sunk down two feet on the reef. It is well defined, about a foot wide, with about four inches of casing on each side. The stone is of the same description as that in the prospectors tunnel. Rough gold is plainly visible in a number of specimens which have been broken indiscriminately off the exposed stone, and the casing yields excellent prospects. In the shaft sunk by the prospectors, several small leaders, running in to the reef, have been found. Good prospects have been obtained from them. The sinking is through a bluish slate—a very favourable indication. The shaft is about 52 feet down from the surface, about twenty-seven feet of which is through the slate referred to. If the reef is not found at a depth of thirty feet, the prospectors intend putting in a drive. Portions of the prospecting claim have been twice jumped, the result of which will be found in our report of the Warden's Court. Since our last report, several fresh claims have been pegged off. Messrs. Clayton and Co. have applied for and received permission from the Warden to prospect for the reef on Mr. Gilbert Clark's agricultural lease. [325,178,473,546]
paragraph: The amount deposited in the Savings Bank, Switzers, from January 1st to June 31st, 1871, was £3370. The amount withdrawn during the same dates was £770. During the same 6 months, money orders for £2677 were issued, and £150 paid in money orders in Switzers. [9,1613,157,1685]
text-columns [4,30,1110,1937]
row-label: Dunedin [957,1120,987,1131]
